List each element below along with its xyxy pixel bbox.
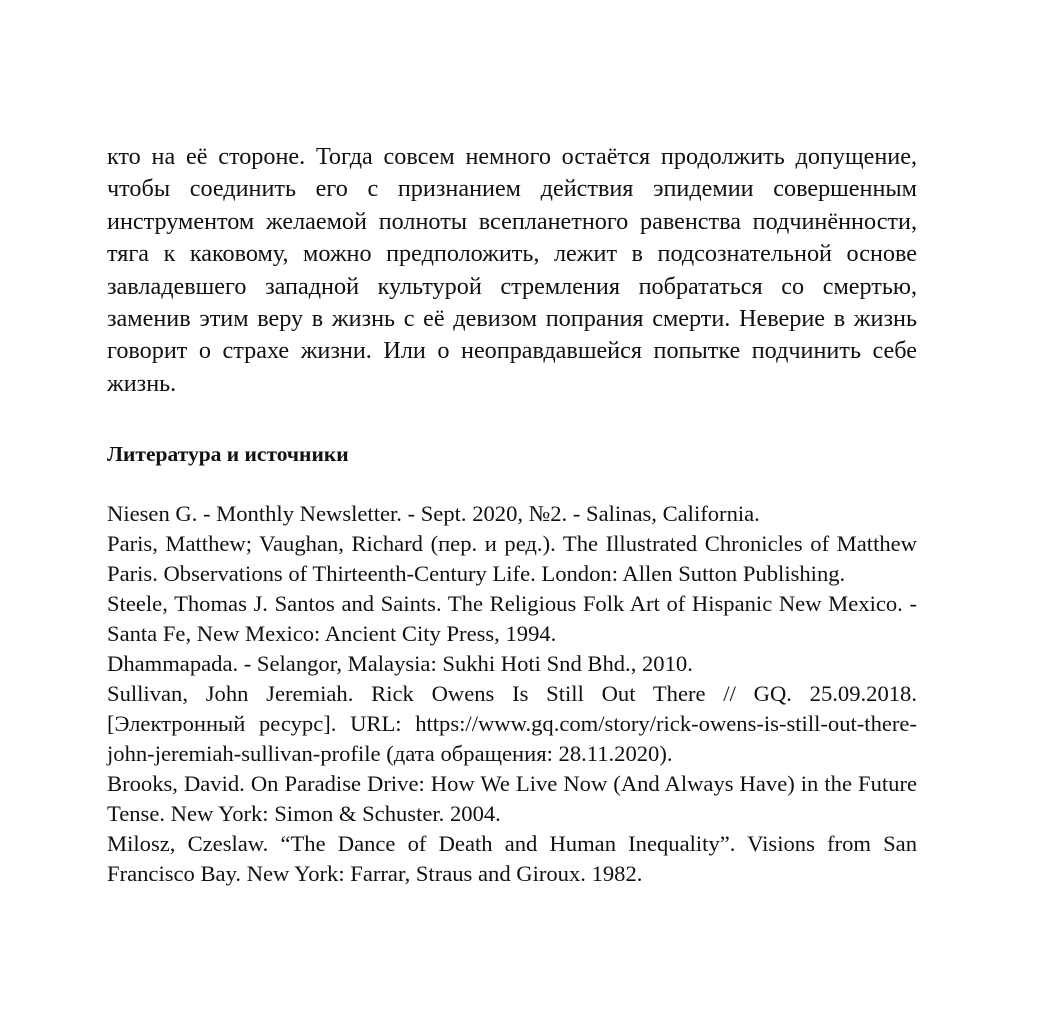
references-list xyxy=(107,499,917,889)
body-paragraph: кто на её стороне. Тогда совсем немного остаётся продолжить допущение, чтобы соединить его с признанием действия эпидемии совершенным инструментом желаемой полноты всепланетного равенства подчинённости, тяга к каковому, можно предположить, лежит в подсознательной основе завладевшего западной культурой стремления побрататься со смертью, заменив этим веру в жизнь с её девизом попрания смерти. Неверие в жизнь говорит о страхе жизни. Или о неоправдавшейся попытке подчинить себе жизнь. xyxy=(107,143,917,397)
reference-item: Niesen G. - Monthly Newsletter. - Sept. 2020, №2. - Salinas, California. xyxy=(107,501,760,527)
reference-item: Dhammapada. - Selangor, Malaysia: Sukhi Hoti Snd Bhd., 2010. xyxy=(107,651,693,677)
reference-item: Brooks, David. On Paradise Drive: How We Live Now (And Always Have) in the Future Tense. New York: Simon & Schuster. 2004. xyxy=(107,771,917,827)
reference-item: Paris, Matthew; Vaughan, Richard (пер. и ред.). The Illustrated Chronicles of Matthew Paris. Observations of Thirteenth-Century Life. London: Allen Sutton Publishing. xyxy=(107,531,917,587)
reference-item: Milosz, Czeslaw. “The Dance of Death and Human Inequality”. Visions from San Francisco Bay. New York: Farrar, Straus and Giroux. 1982. xyxy=(107,831,917,887)
reference-item: Sullivan, John Jeremiah. Rick Owens Is Still Out There // GQ. 25.09.2018. [Электронный ресурс]. URL: https://www.gq.com/story/rick-owens-is-still-out-there-john-jeremiah-sullivan-profile (дата обращения: 28.11.2020). xyxy=(107,681,917,767)
reference-item: Steele, Thomas J. Santos and Saints. The Religious Folk Art of Hispanic New Mexico. - Santa Fe, New Mexico: Ancient City Press, 1994. xyxy=(107,591,917,647)
references-heading: Литература и источники xyxy=(107,442,349,467)
document-page xyxy=(107,141,917,889)
